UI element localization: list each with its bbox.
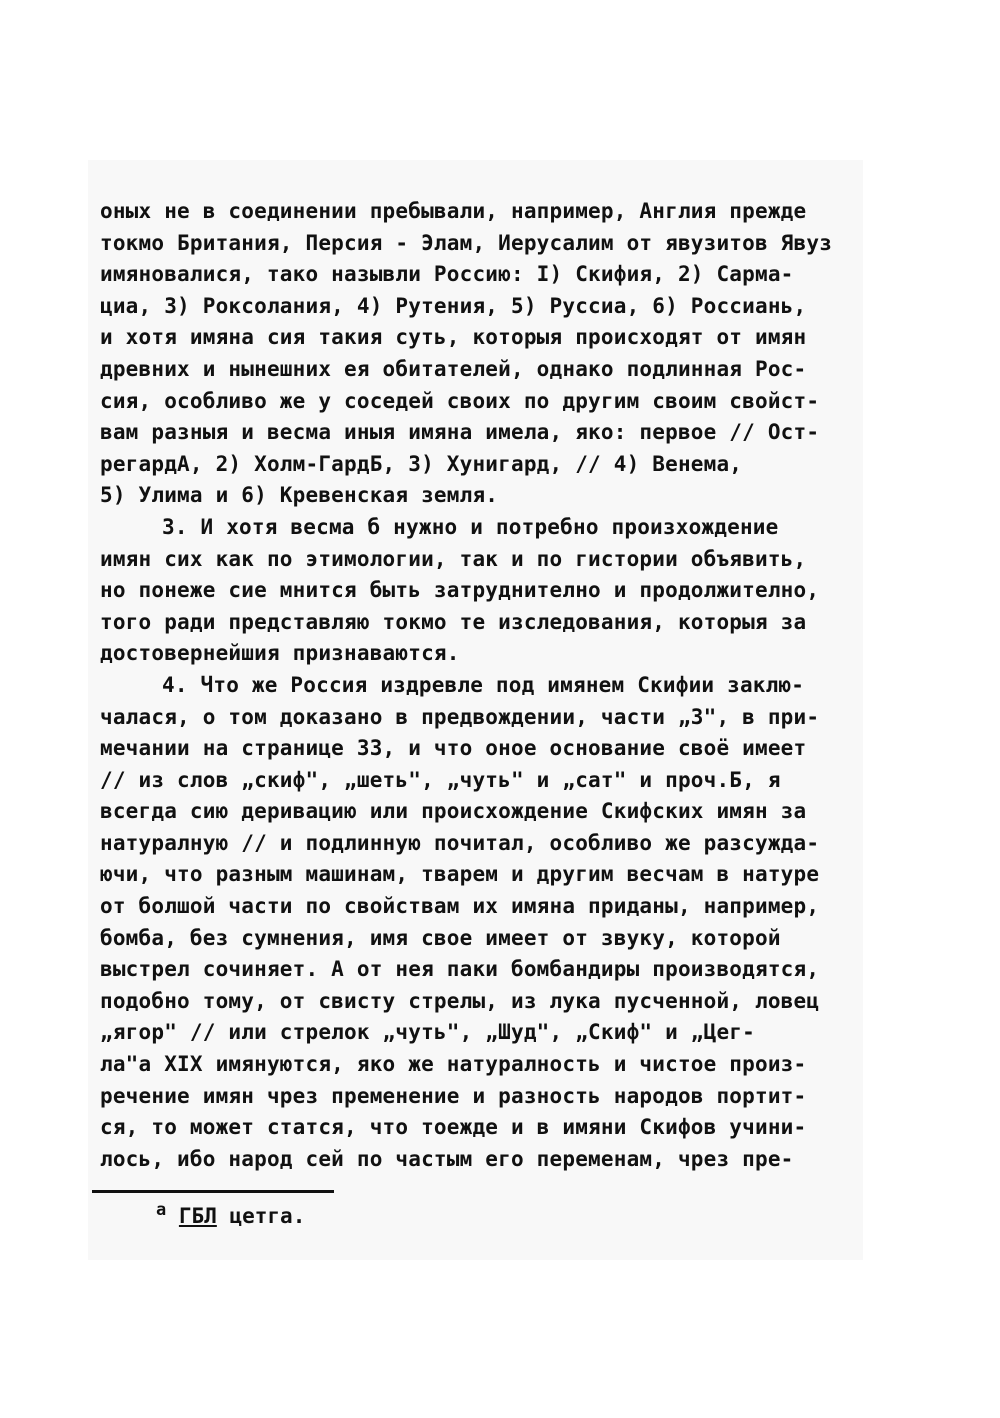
text-line: подобно тому, от свисту стрелы, из лука пусченной, ловец bbox=[100, 988, 820, 1013]
footnote-divider bbox=[92, 1190, 334, 1193]
text-line: древних и нынешних ея обитателей, однако подлинная Рос- bbox=[100, 356, 807, 381]
footnote-mark: а bbox=[156, 1200, 167, 1220]
footnote-text: цетга. bbox=[216, 1204, 306, 1228]
text-line: выстрел сочиняет. А от нея паки бомбандиры производятся, bbox=[100, 957, 820, 982]
text-line: имян сих как по этимологии, так и по гистории объявить, bbox=[100, 546, 807, 571]
text-line: имяновалися, тако назывли Россию: I) Скифия, 2) Сарма- bbox=[100, 262, 794, 287]
text-line: речение имян чрез пременение и разность народов портит- bbox=[100, 1083, 807, 1108]
paragraph-start-line: 4. Что же Россия издревле под имянем Скифии заклю- bbox=[162, 672, 805, 697]
text-line: регардА, 2) Холм-ГардБ, 3) Хунигард, // 4) Венема, bbox=[100, 451, 743, 476]
text-line: того ради представляю токмо те изследования, которыя за bbox=[100, 609, 807, 634]
footnote-abbreviation: ГБЛ bbox=[178, 1204, 217, 1228]
text-line: мечании на странице 33, и что оное основание своё имеет bbox=[100, 736, 807, 761]
footnote bbox=[156, 1200, 305, 1228]
paragraph-start-line: 3. И хотя весма б нужно и потребно произхождение bbox=[162, 514, 779, 539]
text-line: вам разныя и весма иныя имяна имела, яко: первое // Ост- bbox=[100, 420, 820, 445]
text-line: ючи, что разным машинам, тварем и другим весчам в натуре bbox=[100, 862, 820, 887]
text-line: но понеже сие мнится быть затруднително и продолжително, bbox=[100, 578, 820, 603]
text-line: токмо Британия, Персия - Элам, Иерусалим от явузитов Явуз bbox=[100, 230, 833, 255]
text-line: 5) Улима и 6) Кревенская земля. bbox=[100, 483, 499, 508]
text-line: лось, ибо народ сей по частым его переменам, чрез пре- bbox=[100, 1146, 794, 1171]
text-line: достовернейшия признаваются. bbox=[100, 641, 460, 666]
text-line: // из слов „скиф", „шеть", „чуть" и „сат" и проч.Б, я bbox=[100, 767, 781, 792]
text-line: чалася, о том доказано в предвождении, части „3", в при- bbox=[100, 704, 820, 729]
main-text bbox=[100, 196, 860, 1175]
text-line: оных не в соединении пребывали, например, Англия прежде bbox=[100, 199, 807, 223]
text-line: натуралную // и подлинную почитал, особливо же разсужда- bbox=[100, 830, 820, 855]
text-line: ся, то может статся, что тоежде и в имяни Скифов учини- bbox=[100, 1115, 807, 1140]
text-line: циа, 3) Роксолания, 4) Рутения, 5) Руссиа, 6) Россиань, bbox=[100, 293, 807, 318]
text-line: „ягор" // или стрелок „чуть", „Шуд", „Скиф" и „Цег- bbox=[100, 1020, 755, 1045]
text-line: сия, особливо же у соседей своих по другим своим свойст- bbox=[100, 388, 820, 413]
text-line: ла"а XIX имянуются, яко же натуралность и чистое произ- bbox=[100, 1052, 807, 1077]
text-line: всегда сию деривацию или происхождение Скифских имян за bbox=[100, 799, 807, 824]
text-line: бомба, без сумнения, имя свое имеет от звуку, которой bbox=[100, 925, 781, 950]
text-line: и хотя имяна сия такия суть, которыя происходят от имян bbox=[100, 325, 807, 350]
text-line: от болшой части по свойствам их имяна приданы, например, bbox=[100, 894, 820, 919]
